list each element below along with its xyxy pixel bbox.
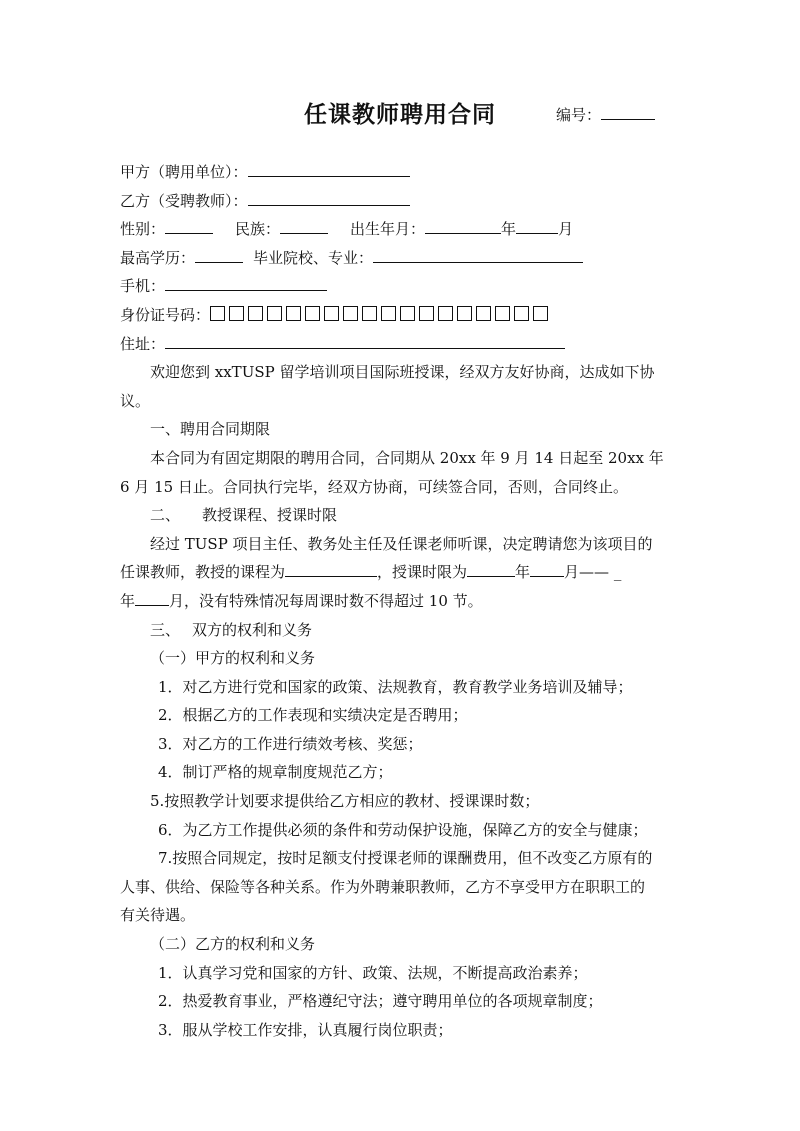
year-label: 年 (501, 220, 517, 239)
section-1-line-1: 本合同为有固定期限的聘用合同，合同期从 20xx 年 9 月 14 日起至 20xx 年 (150, 448, 664, 467)
id-digit-box[interactable] (229, 306, 244, 321)
list-item: 3．对乙方的工作进行绩效考核、奖惩； (158, 734, 423, 753)
list-item: 1．对乙方进行党和国家的政策、法规教育，教育教学业务培训及辅导； (158, 677, 633, 696)
party-b-row (120, 187, 690, 216)
party-a-row (120, 158, 690, 187)
party-a-label: 甲方（聘用单位）： (120, 163, 248, 181)
section-1-line-2: 6 月 15 日止。合同执行完毕，经双方协商，可续签合同，否则，合同终止。 (120, 477, 628, 496)
serial-blank[interactable] (601, 105, 655, 120)
id-digit-box[interactable] (457, 306, 472, 321)
ethnicity-label: 民族： (235, 220, 281, 239)
id-digit-box[interactable] (248, 306, 263, 321)
education-blank[interactable] (195, 248, 243, 263)
id-digit-box[interactable] (286, 306, 301, 321)
contract-body (120, 158, 690, 1044)
list-item-continuation: 人事、供给、保险等各种关系。作为外聘兼职教师，乙方不享受甲方在职职工的 (120, 877, 646, 896)
ethnicity-blank[interactable] (280, 219, 328, 234)
phone-blank[interactable] (165, 276, 327, 291)
serial-label: 编号： (556, 106, 602, 124)
section-2-title: 教授课程、授课时限 (202, 506, 338, 525)
s2-text-d: 月—— _ (564, 563, 622, 582)
list-item-continuation: 有关待遇。 (120, 906, 196, 925)
gender-blank[interactable] (165, 219, 213, 234)
id-digit-box[interactable] (381, 306, 396, 321)
serial-number (556, 104, 655, 125)
month-label: 月 (558, 220, 574, 239)
birth-month-blank[interactable] (516, 219, 558, 234)
section-3-number: 三、 (150, 620, 181, 639)
s2-text-f: 月，没有特殊情况每周课时数不得超过 10 节。 (169, 591, 483, 610)
section-2-line-2 (120, 558, 690, 587)
s2-text-b: ，授课时限为 (377, 563, 468, 582)
education-label: 最高学历： (120, 248, 196, 267)
section-3b-heading: （二）乙方的权利和义务 (150, 935, 316, 954)
phone-row (120, 272, 690, 301)
start-month-blank[interactable] (530, 562, 564, 577)
id-digit-box[interactable] (533, 306, 548, 321)
education-row (120, 244, 690, 273)
intro-line-2: 议。 (120, 391, 151, 410)
list-item: 3．服从学校工作安排，认真履行岗位职责； (158, 1020, 453, 1039)
section-2-heading (120, 501, 690, 530)
list-item: 6．为乙方工作提供必须的条件和劳动保护设施，保障乙方的安全与健康； (158, 820, 648, 839)
party-a-blank[interactable] (248, 162, 410, 177)
id-digit-box[interactable] (400, 306, 415, 321)
party-b-blank[interactable] (248, 191, 410, 206)
id-digit-box[interactable] (514, 306, 529, 321)
list-item: 1．认真学习党和国家的方针、政策、法规，不断提高政治素养； (158, 963, 588, 982)
document-title: 任课教师聘用合同 (304, 102, 496, 128)
course-blank[interactable] (285, 562, 377, 577)
id-digit-box[interactable] (362, 306, 377, 321)
section-1-heading: 一、聘用合同期限 (150, 420, 271, 439)
start-year-blank[interactable] (467, 562, 515, 577)
section-3-title: 双方的权利和义务 (192, 620, 313, 639)
s2-text-e: 年 (120, 591, 136, 610)
list-item: 5.按照教学计划要求提供给乙方相应的教材、授课课时数； (150, 792, 540, 811)
id-digit-box[interactable] (419, 306, 434, 321)
birth-label: 出生年月： (350, 220, 426, 239)
id-row (120, 301, 690, 330)
id-digit-box[interactable] (305, 306, 320, 321)
id-digit-box[interactable] (495, 306, 510, 321)
address-row (120, 330, 690, 359)
s2-text-c: 年 (515, 563, 531, 582)
list-item: 2．根据乙方的工作表现和实绩决定是否聘用； (158, 706, 468, 725)
personal-row (120, 215, 690, 244)
id-label: 身份证号码： (120, 305, 211, 324)
school-label: 毕业院校、专业： (253, 248, 374, 267)
id-boxes (210, 306, 552, 324)
section-3-heading (120, 616, 690, 645)
id-digit-box[interactable] (324, 306, 339, 321)
list-item: 4．制订严格的规章制度规范乙方； (158, 763, 393, 782)
id-digit-box[interactable] (210, 306, 225, 321)
intro-line-1: 欢迎您到 xxTUSP 留学培训项目国际班授课，经双方友好协商，达成如下协 (150, 363, 655, 382)
id-digit-box[interactable] (343, 306, 358, 321)
id-digit-box[interactable] (267, 306, 282, 321)
address-blank[interactable] (165, 334, 565, 349)
section-2-line-1: 经过 TUSP 项目主任、教务处主任及任课老师听课，决定聘请您为该项目的 (150, 534, 653, 553)
section-2-line-3 (120, 587, 690, 616)
section-2-number: 二、 (150, 506, 181, 525)
id-digit-box[interactable] (476, 306, 491, 321)
gender-label: 性别： (120, 220, 166, 239)
birth-year-blank[interactable] (425, 219, 501, 234)
s2-text-a: 任课教师，教授的课程为 (120, 563, 286, 582)
list-item: 2．热爱教育事业，严格遵纪守法；遵守聘用单位的各项规章制度； (158, 992, 603, 1011)
list-item: 7.按照合同规定，按时足额支付授课老师的课酬费用，但不改变乙方原有的 (158, 849, 653, 868)
id-digit-box[interactable] (438, 306, 453, 321)
address-label: 住址： (120, 334, 166, 353)
school-blank[interactable] (373, 248, 583, 263)
party-b-label: 乙方（受聘教师）： (120, 191, 248, 210)
phone-label: 手机： (120, 277, 166, 296)
section-3a-heading: （一）甲方的权利和义务 (150, 649, 316, 668)
end-month-blank[interactable] (135, 591, 169, 606)
